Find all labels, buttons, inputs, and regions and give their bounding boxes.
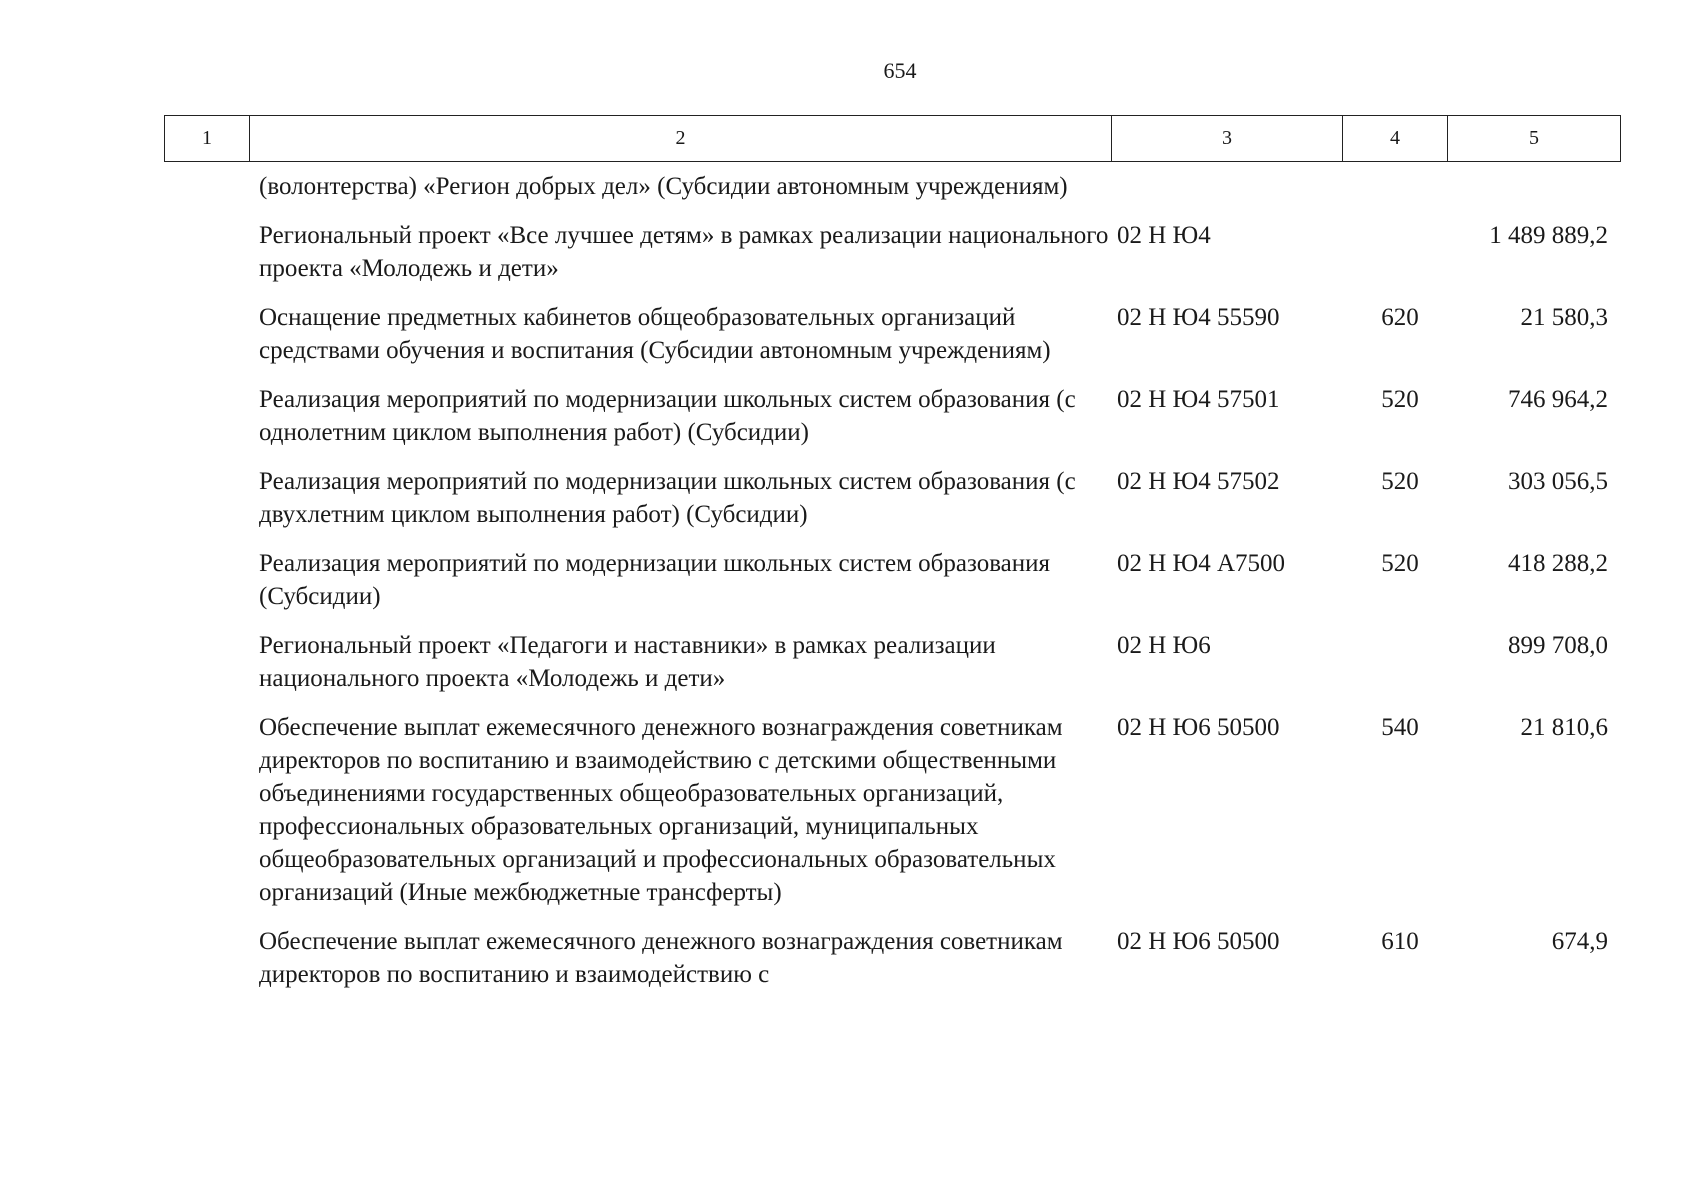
row-target-code: 02 Н Ю4: [1117, 222, 1211, 249]
row-amount: 1 489 889,2: [1489, 222, 1608, 249]
row-target-code: 02 Н Ю4 57501: [1117, 386, 1280, 413]
table-row: [0, 465, 1697, 531]
row-description: (волонтерства) «Регион добрых дел» (Субсидии автономным учреждениям): [259, 173, 1068, 200]
row-description: Реализация мероприятий по модернизации школьных систем образования (с двухлетним циклом выполнения работ) (Субсидии): [259, 468, 1076, 528]
column-header-table: [164, 115, 1621, 162]
table-row: [0, 629, 1697, 695]
table-body: [0, 170, 1697, 1007]
row-amount: 899 708,0: [1508, 632, 1608, 659]
row-description: Реализация мероприятий по модернизации школьных систем образования (с однолетним циклом выполнения работ) (Субсидии): [259, 386, 1076, 446]
table-row: [0, 711, 1697, 909]
row-description: Обеспечение выплат ежемесячного денежного вознаграждения советникам директоров по воспитанию и взаимодействию с: [259, 928, 1063, 988]
row-expense-type: 520: [1381, 550, 1419, 577]
column-header-1: 1: [165, 116, 250, 162]
row-expense-type: 520: [1381, 468, 1419, 495]
row-target-code: 02 Н Ю6: [1117, 632, 1211, 659]
row-expense-type: 520: [1381, 386, 1419, 413]
row-amount: 674,9: [1551, 928, 1608, 955]
row-amount: 418 288,2: [1508, 550, 1608, 577]
row-target-code: 02 Н Ю4 57502: [1117, 468, 1280, 495]
column-header-3: 3: [1112, 116, 1343, 162]
column-header-5: 5: [1448, 116, 1621, 162]
row-description: Обеспечение выплат ежемесячного денежного вознаграждения советникам директоров по воспитанию и взаимодействию с детскими общественными объединениями государственных общеобразовательных организаций, профессиональных образовательных организаций, муниципальных общеобразовательных организаций и профессиональных образовательных организаций (Иные межбюджетные трансферты): [259, 714, 1063, 906]
row-target-code: 02 Н Ю4 55590: [1117, 304, 1280, 331]
row-expense-type: 620: [1381, 304, 1419, 331]
table-row: [0, 547, 1697, 613]
row-amount: 746 964,2: [1508, 386, 1608, 413]
row-description: Региональный проект «Все лучшее детям» в рамках реализации национального проекта «Молодежь и дети»: [259, 222, 1109, 282]
row-amount: 21 810,6: [1520, 714, 1608, 741]
row-expense-type: 610: [1381, 928, 1419, 955]
page-number: 654: [883, 58, 917, 83]
table-row: [0, 383, 1697, 449]
column-header-row: [165, 116, 1621, 162]
row-amount: 21 580,3: [1520, 304, 1608, 331]
row-expense-type: 540: [1381, 714, 1419, 741]
table-row: [0, 925, 1697, 991]
column-header-2: 2: [250, 116, 1112, 162]
row-amount: 303 056,5: [1508, 468, 1608, 495]
row-target-code: 02 Н Ю6 50500: [1117, 928, 1280, 955]
row-description: Оснащение предметных кабинетов общеобразовательных организаций средствами обучения и воспитания (Субсидии автономным учреждениям): [259, 304, 1051, 364]
table-row: [0, 219, 1697, 285]
table-row: [0, 301, 1697, 367]
table-row: [0, 170, 1697, 203]
row-target-code: 02 Н Ю6 50500: [1117, 714, 1280, 741]
row-description: Реализация мероприятий по модернизации школьных систем образования (Субсидии): [259, 550, 1051, 610]
column-header-4: 4: [1343, 116, 1448, 162]
row-description: Региональный проект «Педагоги и наставники» в рамках реализации национального проекта «Молодежь и дети»: [259, 632, 996, 692]
row-target-code: 02 Н Ю4 А7500: [1117, 550, 1286, 577]
